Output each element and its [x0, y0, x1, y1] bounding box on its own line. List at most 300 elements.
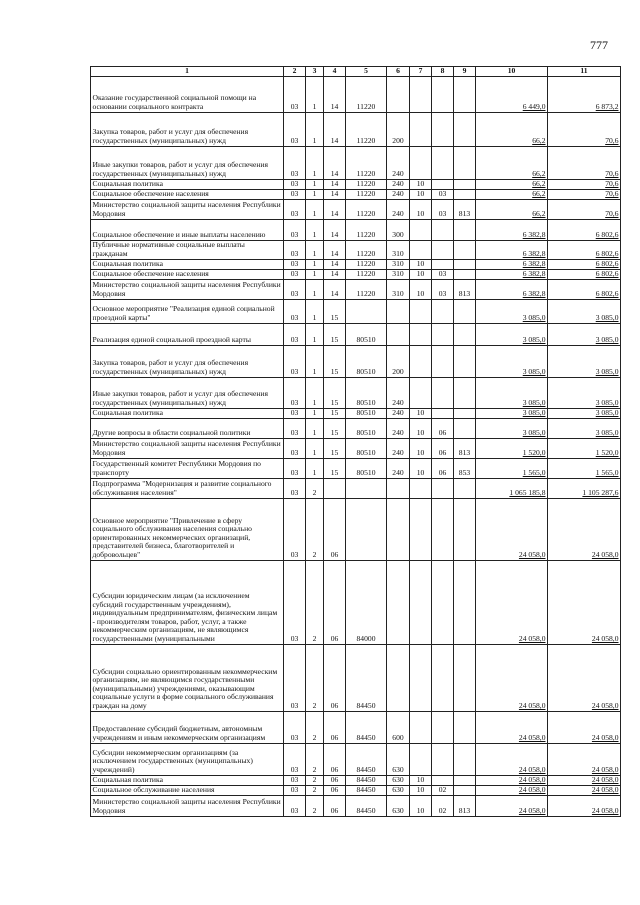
code-col-7: 10 [410, 438, 432, 458]
amount-col-11 [548, 269, 621, 279]
code-col-5: 11220 [346, 279, 387, 299]
code-col-8 [432, 112, 454, 146]
code-col-7: 10 [410, 418, 432, 438]
code-col-5: 84450 [346, 775, 387, 785]
code-col-2: 03 [284, 458, 306, 478]
table-body [91, 76, 621, 816]
code-col-7: 10 [410, 775, 432, 785]
table-row [91, 199, 621, 219]
row-description: Социальная политика [91, 775, 284, 785]
row-description: Субсидии социально ориентированным некоммерческим организациям, не являющимся государственными (муниципальными) учреждениями, оказывающим социальные услуги в форме социального обслуживания граждан на дому [91, 644, 284, 711]
amount-value: 24 058,0 [591, 765, 619, 774]
code-col-8: 06 [432, 418, 454, 438]
amount-value: 24 058,0 [518, 634, 546, 643]
amount-col-11 [548, 189, 621, 199]
code-col-8 [432, 560, 454, 644]
code-col-4: 14 [324, 112, 346, 146]
amount-col-11 [548, 377, 621, 408]
code-col-2: 03 [284, 775, 306, 785]
amount-value: 6 802,6 [595, 230, 619, 239]
code-col-3: 1 [306, 408, 324, 418]
table-row [91, 743, 621, 775]
table-row [91, 498, 621, 560]
code-col-2: 03 [284, 76, 306, 112]
amount-value: 66,2 [532, 209, 546, 218]
code-col-5: 11220 [346, 269, 387, 279]
code-col-7 [410, 323, 432, 345]
code-col-6: 630 [387, 743, 410, 775]
amount-value: 6 382,8 [522, 259, 546, 268]
code-col-2: 03 [284, 269, 306, 279]
amount-value: 6 382,8 [522, 249, 546, 258]
code-col-8: 06 [432, 438, 454, 458]
budget-table-container [90, 66, 620, 817]
code-col-4: 14 [324, 219, 346, 240]
code-col-2: 03 [284, 112, 306, 146]
code-col-8: 03 [432, 279, 454, 299]
amount-value: 3 085,0 [522, 335, 546, 344]
amount-value: 3 085,0 [522, 367, 546, 376]
code-col-7: 10 [410, 785, 432, 795]
amount-value: 24 058,0 [518, 550, 546, 559]
code-col-2: 03 [284, 560, 306, 644]
code-col-5: 11220 [346, 179, 387, 189]
amount-value: 24 058,0 [518, 806, 546, 815]
column-header-6: 6 [387, 67, 410, 77]
code-col-3: 1 [306, 219, 324, 240]
code-col-2: 03 [284, 498, 306, 560]
table-row [91, 112, 621, 146]
code-col-3: 1 [306, 299, 324, 323]
code-col-3: 2 [306, 644, 324, 711]
code-col-5: 11220 [346, 199, 387, 219]
amount-value: 24 058,0 [591, 733, 619, 742]
amount-value: 70,6 [605, 136, 619, 145]
table-row [91, 259, 621, 269]
row-description: Субсидии юридическим лицам (за исключением субсидий государственным учреждениям), индивидуальным предпринимателям, физическим лицам - производителям товаров, работ, услуг, а также некоммерческим организациям, не являющимся государственными (муниципальными [91, 560, 284, 644]
amount-col-10 [476, 259, 548, 269]
code-col-8 [432, 377, 454, 408]
code-col-6 [387, 323, 410, 345]
code-col-4: 14 [324, 199, 346, 219]
code-col-9 [454, 711, 476, 743]
code-col-7: 10 [410, 279, 432, 299]
code-col-9 [454, 146, 476, 179]
amount-value: 6 802,6 [595, 259, 619, 268]
row-description: Социальная политика [91, 179, 284, 189]
code-col-6: 240 [387, 179, 410, 189]
amount-col-10 [476, 199, 548, 219]
amount-value: 6 802,6 [595, 289, 619, 298]
row-description: Социальная политика [91, 408, 284, 418]
code-col-8 [432, 299, 454, 323]
code-col-5: 80510 [346, 458, 387, 478]
code-col-9 [454, 219, 476, 240]
amount-value: 3 085,0 [522, 398, 546, 407]
amount-value: 24 058,0 [591, 550, 619, 559]
amount-col-11 [548, 323, 621, 345]
amount-value: 70,6 [605, 179, 619, 188]
table-row [91, 269, 621, 279]
code-col-6: 240 [387, 418, 410, 438]
amount-col-11 [548, 199, 621, 219]
code-col-3: 2 [306, 785, 324, 795]
row-description: Реализация единой социальной проездной карты [91, 323, 284, 345]
code-col-7 [410, 498, 432, 560]
amount-value: 1 565,0 [595, 468, 619, 477]
code-col-8 [432, 345, 454, 377]
amount-value: 24 058,0 [518, 765, 546, 774]
row-description: Государственный комитет Республики Мордовия по транспорту [91, 458, 284, 478]
code-col-4: 14 [324, 189, 346, 199]
amount-col-10 [476, 240, 548, 259]
code-col-7 [410, 112, 432, 146]
column-header-5: 5 [346, 67, 387, 77]
amount-col-10 [476, 279, 548, 299]
code-col-6: 600 [387, 711, 410, 743]
table-row [91, 478, 621, 498]
amount-value: 1 065 185,8 [509, 488, 546, 497]
code-col-7 [410, 299, 432, 323]
code-col-2: 03 [284, 219, 306, 240]
code-col-7: 10 [410, 458, 432, 478]
amount-col-10 [476, 775, 548, 785]
code-col-8: 02 [432, 785, 454, 795]
row-description: Социальная политика [91, 259, 284, 269]
code-col-2: 03 [284, 408, 306, 418]
code-col-3: 1 [306, 240, 324, 259]
code-col-7 [410, 146, 432, 179]
code-col-5: 84450 [346, 644, 387, 711]
amount-value: 6 382,8 [522, 269, 546, 278]
code-col-4: 14 [324, 179, 346, 189]
row-description: Субсидии некоммерческим организациям (за исключением государственных (муниципальных) учреждений) [91, 743, 284, 775]
row-description: Социальное обеспечение населения [91, 189, 284, 199]
code-col-6: 200 [387, 112, 410, 146]
amount-col-10 [476, 711, 548, 743]
code-col-9 [454, 498, 476, 560]
table-row [91, 408, 621, 418]
code-col-4: 14 [324, 269, 346, 279]
code-col-4: 14 [324, 240, 346, 259]
amount-value: 6 802,6 [595, 269, 619, 278]
code-col-8 [432, 743, 454, 775]
code-col-8 [432, 711, 454, 743]
code-col-4: 06 [324, 711, 346, 743]
code-col-4: 15 [324, 323, 346, 345]
amount-value: 6 802,6 [595, 249, 619, 258]
code-col-4: 14 [324, 279, 346, 299]
table-header-row [91, 67, 621, 77]
code-col-5: 80510 [346, 345, 387, 377]
code-col-8 [432, 644, 454, 711]
table-row [91, 323, 621, 345]
code-col-9 [454, 269, 476, 279]
code-col-2: 03 [284, 418, 306, 438]
amount-col-11 [548, 775, 621, 785]
amount-col-11 [548, 711, 621, 743]
amount-col-11 [548, 345, 621, 377]
code-col-7: 10 [410, 189, 432, 199]
amount-col-10 [476, 418, 548, 438]
code-col-8 [432, 219, 454, 240]
amount-col-11 [548, 299, 621, 323]
table-row [91, 179, 621, 189]
amount-col-11 [548, 279, 621, 299]
code-col-6 [387, 498, 410, 560]
column-header-9: 9 [454, 67, 476, 77]
amount-col-11 [548, 560, 621, 644]
code-col-6: 630 [387, 785, 410, 795]
amount-value: 24 058,0 [591, 775, 619, 784]
code-col-5: 11220 [346, 259, 387, 269]
page-number: 777 [590, 38, 608, 52]
table-row [91, 76, 621, 112]
code-col-7: 10 [410, 269, 432, 279]
row-description: Закупка товаров, работ и услуг для обеспечения государственных (муниципальных) нужд [91, 345, 284, 377]
code-col-5: 11220 [346, 146, 387, 179]
amount-value: 6 382,8 [522, 230, 546, 239]
amount-value: 70,6 [605, 209, 619, 218]
table-row [91, 189, 621, 199]
column-header-7: 7 [410, 67, 432, 77]
code-col-8: 03 [432, 269, 454, 279]
code-col-3: 2 [306, 711, 324, 743]
code-col-7: 10 [410, 259, 432, 269]
row-description: Социальное обслуживание населения [91, 785, 284, 795]
code-col-2: 03 [284, 345, 306, 377]
amount-col-11 [548, 438, 621, 458]
amount-value: 24 058,0 [591, 701, 619, 710]
table-row [91, 146, 621, 179]
table-row [91, 711, 621, 743]
amount-col-10 [476, 219, 548, 240]
code-col-9 [454, 418, 476, 438]
code-col-5: 84450 [346, 711, 387, 743]
code-col-3: 2 [306, 743, 324, 775]
code-col-2: 03 [284, 795, 306, 816]
code-col-5 [346, 478, 387, 498]
row-description: Социальное обеспечение населения [91, 269, 284, 279]
code-col-8: 03 [432, 199, 454, 219]
code-col-9 [454, 259, 476, 269]
amount-value: 1 520,0 [595, 448, 619, 457]
code-col-7 [410, 240, 432, 259]
amount-col-11 [548, 259, 621, 269]
code-col-7 [410, 377, 432, 408]
code-col-9 [454, 189, 476, 199]
code-col-6: 240 [387, 146, 410, 179]
row-description: Основное мероприятие "Привлечение в сферу социального обслуживания населения социально ориентированных некоммерческих организаций, представителей бизнеса, благотворителей и добровольцев" [91, 498, 284, 560]
code-col-2: 03 [284, 438, 306, 458]
code-col-7 [410, 743, 432, 775]
code-col-6: 630 [387, 775, 410, 785]
amount-col-11 [548, 408, 621, 418]
table-row [91, 438, 621, 458]
code-col-8 [432, 259, 454, 269]
row-description: Оказание государственной социальной помощи на основании социального контракта [91, 76, 284, 112]
amount-value: 3 085,0 [522, 428, 546, 437]
code-col-3: 1 [306, 377, 324, 408]
column-header-3: 3 [306, 67, 324, 77]
code-col-6: 240 [387, 199, 410, 219]
code-col-5 [346, 498, 387, 560]
code-col-4: 15 [324, 438, 346, 458]
code-col-3: 1 [306, 179, 324, 189]
code-col-3: 1 [306, 269, 324, 279]
code-col-4: 06 [324, 795, 346, 816]
amount-value: 3 085,0 [595, 428, 619, 437]
code-col-6 [387, 478, 410, 498]
code-col-9 [454, 743, 476, 775]
code-col-6: 240 [387, 458, 410, 478]
row-description: Иные закупки товаров, работ и услуг для обеспечения государственных (муниципальных) нужд [91, 377, 284, 408]
code-col-8 [432, 408, 454, 418]
code-col-6: 300 [387, 219, 410, 240]
code-col-5: 11220 [346, 189, 387, 199]
code-col-2: 03 [284, 785, 306, 795]
code-col-3: 1 [306, 76, 324, 112]
code-col-9 [454, 112, 476, 146]
code-col-6 [387, 644, 410, 711]
code-col-2: 03 [284, 644, 306, 711]
amount-col-11 [548, 478, 621, 498]
code-col-4: 14 [324, 146, 346, 179]
amount-value: 24 058,0 [518, 785, 546, 794]
code-col-9 [454, 179, 476, 189]
code-col-5: 80510 [346, 438, 387, 458]
code-col-2: 03 [284, 259, 306, 269]
amount-col-11 [548, 179, 621, 189]
code-col-9: 813 [454, 279, 476, 299]
code-col-6: 240 [387, 408, 410, 418]
code-col-9 [454, 323, 476, 345]
code-col-3: 1 [306, 438, 324, 458]
amount-value: 3 085,0 [595, 335, 619, 344]
amount-value: 66,2 [532, 136, 546, 145]
code-col-6: 240 [387, 189, 410, 199]
table-row [91, 219, 621, 240]
code-col-8 [432, 179, 454, 189]
amount-value: 3 085,0 [595, 408, 619, 417]
code-col-3: 1 [306, 323, 324, 345]
code-col-4: 06 [324, 560, 346, 644]
row-description: Министерство социальной защиты населения Республики Мордовия [91, 795, 284, 816]
code-col-9 [454, 775, 476, 785]
amount-col-10 [476, 112, 548, 146]
table-row [91, 345, 621, 377]
code-col-2: 03 [284, 199, 306, 219]
code-col-7 [410, 644, 432, 711]
code-col-8 [432, 775, 454, 785]
amount-value: 66,2 [532, 169, 546, 178]
code-col-5: 80510 [346, 408, 387, 418]
code-col-9 [454, 240, 476, 259]
amount-col-10 [476, 189, 548, 199]
amount-value: 24 058,0 [591, 634, 619, 643]
code-col-3: 1 [306, 345, 324, 377]
amount-col-10 [476, 478, 548, 498]
code-col-3: 1 [306, 259, 324, 269]
amount-value: 6 382,8 [522, 289, 546, 298]
table-row [91, 785, 621, 795]
amount-value: 6 449,0 [522, 102, 546, 111]
code-col-2: 03 [284, 323, 306, 345]
amount-value: 3 085,0 [595, 367, 619, 376]
table-row [91, 795, 621, 816]
amount-col-11 [548, 76, 621, 112]
code-col-3: 1 [306, 199, 324, 219]
code-col-8: 02 [432, 795, 454, 816]
amount-col-10 [476, 458, 548, 478]
amount-col-10 [476, 795, 548, 816]
code-col-3: 1 [306, 112, 324, 146]
amount-col-11 [548, 498, 621, 560]
code-col-3: 2 [306, 795, 324, 816]
code-col-9: 813 [454, 438, 476, 458]
code-col-2: 03 [284, 189, 306, 199]
column-header-10: 10 [476, 67, 548, 77]
code-col-5: 84450 [346, 795, 387, 816]
code-col-5: 11220 [346, 112, 387, 146]
amount-value: 66,2 [532, 189, 546, 198]
code-col-6: 310 [387, 259, 410, 269]
code-col-4: 06 [324, 775, 346, 785]
amount-col-10 [476, 498, 548, 560]
amount-value: 66,2 [532, 179, 546, 188]
code-col-9 [454, 345, 476, 377]
code-col-4: 15 [324, 418, 346, 438]
code-col-3: 1 [306, 146, 324, 179]
code-col-7 [410, 478, 432, 498]
code-col-5: 84000 [346, 560, 387, 644]
amount-value: 1 105 287,6 [582, 488, 619, 497]
code-col-4: 15 [324, 345, 346, 377]
code-col-9: 813 [454, 795, 476, 816]
code-col-4: 15 [324, 458, 346, 478]
amount-col-10 [476, 560, 548, 644]
code-col-7 [410, 219, 432, 240]
amount-value: 3 085,0 [522, 313, 546, 322]
row-description: Другие вопросы в области социальной политики [91, 418, 284, 438]
code-col-8 [432, 323, 454, 345]
code-col-7: 10 [410, 795, 432, 816]
code-col-2: 03 [284, 146, 306, 179]
amount-col-10 [476, 438, 548, 458]
code-col-6 [387, 560, 410, 644]
code-col-3: 1 [306, 458, 324, 478]
code-col-7 [410, 345, 432, 377]
code-col-9 [454, 76, 476, 112]
code-col-4: 15 [324, 408, 346, 418]
code-col-8: 03 [432, 189, 454, 199]
code-col-3: 2 [306, 478, 324, 498]
code-col-4: 15 [324, 377, 346, 408]
code-col-5: 80510 [346, 323, 387, 345]
column-header-11: 11 [548, 67, 621, 77]
code-col-7: 10 [410, 199, 432, 219]
row-description: Социальное обеспечение и иные выплаты населению [91, 219, 284, 240]
amount-col-10 [476, 323, 548, 345]
row-description: Иные закупки товаров, работ и услуг для обеспечения государственных (муниципальных) нужд [91, 146, 284, 179]
table-row [91, 418, 621, 438]
table-row [91, 377, 621, 408]
amount-value: 3 085,0 [595, 313, 619, 322]
row-description: Основное мероприятие "Реализация единой социальной проездной карты" [91, 299, 284, 323]
code-col-4: 15 [324, 299, 346, 323]
amount-col-10 [476, 299, 548, 323]
code-col-7 [410, 76, 432, 112]
